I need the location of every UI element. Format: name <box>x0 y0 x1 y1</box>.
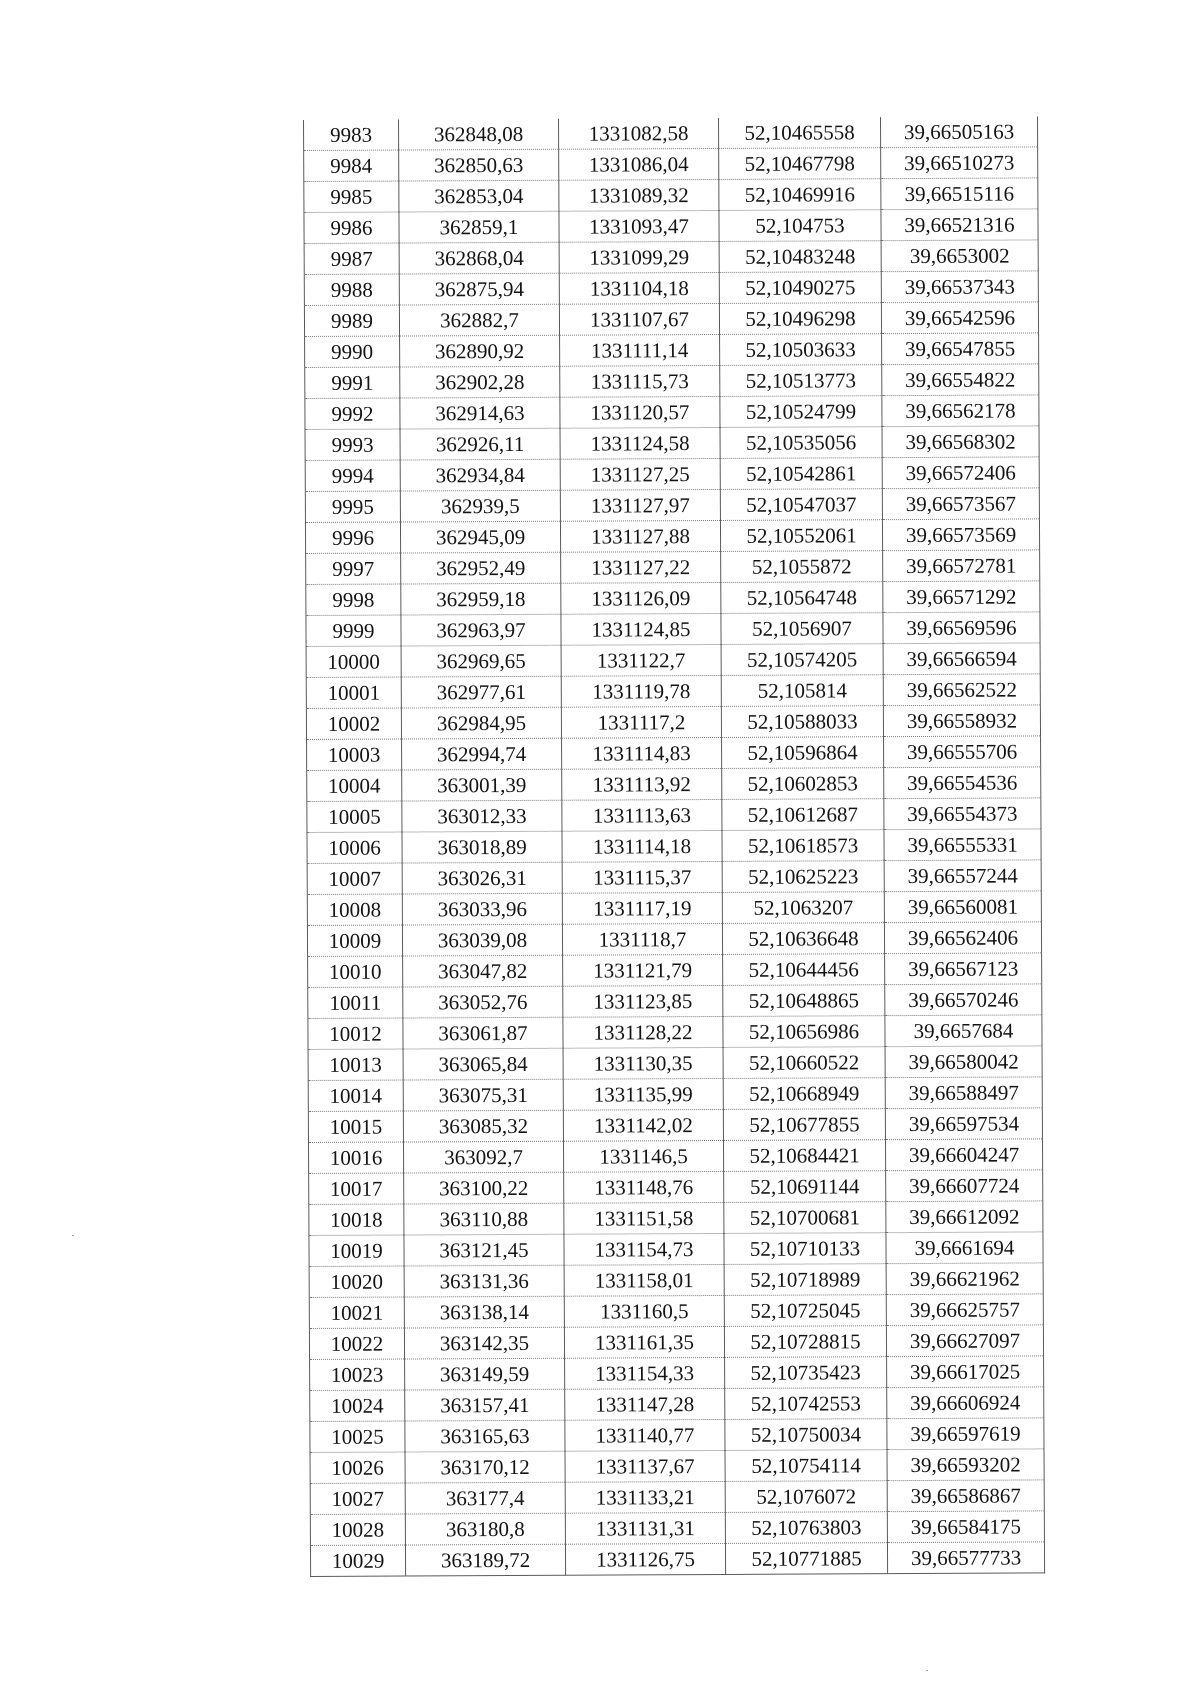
coordinates-table <box>303 116 1045 1577</box>
table-row <box>304 240 1038 275</box>
longitude-cell: 39,66597619 <box>887 1418 1044 1450</box>
longitude-cell: 39,6661694 <box>886 1232 1043 1264</box>
y-coordinate-cell: 1331099,29 <box>559 241 719 273</box>
point-number-cell: 10015 <box>308 1111 403 1142</box>
longitude-cell: 39,66562522 <box>883 674 1040 706</box>
latitude-cell: 52,10588033 <box>721 706 883 738</box>
longitude-cell: 39,66572406 <box>882 457 1039 489</box>
latitude-cell: 52,10483248 <box>719 241 881 273</box>
y-coordinate-cell: 1331124,58 <box>560 427 720 459</box>
point-number-cell: 10021 <box>309 1297 404 1328</box>
x-coordinate-cell: 362926,11 <box>400 428 560 460</box>
y-coordinate-cell: 1331135,99 <box>563 1078 723 1110</box>
longitude-cell: 39,66521316 <box>881 209 1038 241</box>
table-row <box>304 209 1038 244</box>
y-coordinate-cell: 1331104,18 <box>559 272 719 304</box>
latitude-cell: 52,104753 <box>719 210 881 242</box>
point-number-cell: 10009 <box>307 925 402 956</box>
table-row <box>307 798 1041 833</box>
x-coordinate-cell: 363165,63 <box>405 1420 565 1452</box>
latitude-cell: 52,10684421 <box>723 1140 885 1172</box>
latitude-cell: 52,1056907 <box>721 613 883 645</box>
point-number-cell: 9999 <box>306 615 401 646</box>
latitude-cell: 52,10602853 <box>722 768 884 800</box>
latitude-cell: 52,10618573 <box>722 830 884 862</box>
longitude-cell: 39,66617025 <box>887 1356 1044 1388</box>
x-coordinate-cell: 363142,35 <box>404 1327 564 1359</box>
latitude-cell: 52,1063207 <box>722 892 884 924</box>
y-coordinate-cell: 1331148,76 <box>564 1171 724 1203</box>
y-coordinate-cell: 1331113,63 <box>562 799 722 831</box>
longitude-cell: 39,66569596 <box>883 612 1040 644</box>
point-number-cell: 10026 <box>310 1452 405 1483</box>
longitude-cell: 39,66568302 <box>882 426 1039 458</box>
y-coordinate-cell: 1331147,28 <box>565 1388 725 1420</box>
table-row <box>304 147 1038 182</box>
latitude-cell: 52,10691144 <box>724 1171 886 1203</box>
x-coordinate-cell: 363110,88 <box>404 1203 564 1235</box>
y-coordinate-cell: 1331140,77 <box>565 1419 725 1451</box>
longitude-cell: 39,66562178 <box>882 395 1039 427</box>
point-number-cell: 10013 <box>308 1049 403 1080</box>
latitude-cell: 52,105814 <box>721 675 883 707</box>
y-coordinate-cell: 1331118,7 <box>562 923 722 955</box>
x-coordinate-cell: 362963,97 <box>401 614 561 646</box>
point-number-cell: 10018 <box>309 1204 404 1235</box>
longitude-cell: 39,66547855 <box>882 333 1039 365</box>
table-row <box>310 1356 1044 1391</box>
latitude-cell: 52,10636648 <box>722 923 884 955</box>
point-number-cell: 10017 <box>309 1173 404 1204</box>
longitude-cell: 39,66537343 <box>881 271 1038 303</box>
longitude-cell: 39,66627097 <box>886 1325 1043 1357</box>
longitude-cell: 39,66584175 <box>887 1511 1044 1543</box>
x-coordinate-cell: 362890,92 <box>400 335 560 367</box>
point-number-cell: 9984 <box>304 150 399 181</box>
x-coordinate-cell: 363039,08 <box>402 924 562 956</box>
x-coordinate-cell: 362994,74 <box>402 738 562 770</box>
latitude-cell: 52,10564748 <box>721 582 883 614</box>
point-number-cell: 9995 <box>305 491 400 522</box>
y-coordinate-cell: 1331126,75 <box>565 1543 725 1575</box>
longitude-cell: 39,66580042 <box>885 1046 1042 1078</box>
latitude-cell: 52,10469916 <box>719 179 881 211</box>
latitude-cell: 52,10513773 <box>720 365 882 397</box>
latitude-cell: 52,10735423 <box>725 1357 887 1389</box>
longitude-cell: 39,6653002 <box>881 240 1038 272</box>
longitude-cell: 39,66542596 <box>881 302 1038 334</box>
table-row <box>304 178 1038 213</box>
x-coordinate-cell: 363121,45 <box>404 1234 564 1266</box>
point-number-cell: 10008 <box>307 894 402 925</box>
table-row <box>306 705 1040 740</box>
y-coordinate-cell: 1331121,79 <box>563 954 723 986</box>
latitude-cell: 52,10648865 <box>723 985 885 1017</box>
scan-speck <box>72 1235 74 1236</box>
y-coordinate-cell: 1331115,73 <box>560 365 720 397</box>
point-number-cell: 9991 <box>305 367 400 398</box>
table-row <box>309 1232 1043 1267</box>
x-coordinate-cell: 363012,33 <box>402 800 562 832</box>
latitude-cell: 52,10710133 <box>724 1233 886 1265</box>
x-coordinate-cell: 362945,09 <box>400 521 560 553</box>
y-coordinate-cell: 1331146,5 <box>563 1140 723 1172</box>
x-coordinate-cell: 362914,63 <box>400 397 560 429</box>
x-coordinate-cell: 362882,7 <box>399 304 559 336</box>
latitude-cell: 52,10524799 <box>720 396 882 428</box>
longitude-cell: 39,66604247 <box>885 1139 1042 1171</box>
y-coordinate-cell: 1331089,32 <box>559 179 719 211</box>
y-coordinate-cell: 1331117,19 <box>562 892 722 924</box>
point-number-cell: 9985 <box>304 181 399 212</box>
longitude-cell: 39,66562406 <box>884 922 1041 954</box>
point-number-cell: 10002 <box>306 708 401 739</box>
latitude-cell: 52,10656986 <box>723 1016 885 1048</box>
longitude-cell: 39,66567123 <box>885 953 1042 985</box>
y-coordinate-cell: 1331120,57 <box>560 396 720 428</box>
y-coordinate-cell: 1331107,67 <box>559 303 719 335</box>
longitude-cell: 39,66621962 <box>886 1263 1043 1295</box>
y-coordinate-cell: 1331114,83 <box>562 737 722 769</box>
y-coordinate-cell: 1331093,47 <box>559 210 719 242</box>
table-row <box>305 395 1039 430</box>
y-coordinate-cell: 1331117,2 <box>561 706 721 738</box>
longitude-cell: 39,66505163 <box>880 116 1037 147</box>
latitude-cell: 52,10771885 <box>725 1543 887 1575</box>
longitude-cell: 39,66515116 <box>881 178 1038 210</box>
x-coordinate-cell: 362902,28 <box>400 366 560 398</box>
point-number-cell: 9996 <box>305 522 400 553</box>
latitude-cell: 52,10700681 <box>724 1202 886 1234</box>
latitude-cell: 52,10552061 <box>720 520 882 552</box>
table-row <box>308 984 1042 1019</box>
y-coordinate-cell: 1331115,37 <box>562 861 722 893</box>
y-coordinate-cell: 1331122,7 <box>561 644 721 676</box>
latitude-cell: 52,10677855 <box>723 1109 885 1141</box>
table-row <box>304 116 1038 150</box>
table-row <box>309 1170 1043 1205</box>
point-number-cell: 10006 <box>307 832 402 863</box>
latitude-cell: 52,10574205 <box>721 644 883 676</box>
table-row <box>309 1294 1043 1329</box>
table-row <box>305 426 1039 461</box>
x-coordinate-cell: 362859,1 <box>399 211 559 243</box>
table-row <box>308 953 1042 988</box>
longitude-cell: 39,66612092 <box>886 1201 1043 1233</box>
latitude-cell: 52,10668949 <box>723 1078 885 1110</box>
longitude-cell: 39,66554373 <box>884 798 1041 830</box>
x-coordinate-cell: 362959,18 <box>401 583 561 615</box>
y-coordinate-cell: 1331127,22 <box>561 551 721 583</box>
longitude-cell: 39,66573567 <box>882 488 1039 520</box>
point-number-cell: 10016 <box>308 1142 403 1173</box>
latitude-cell: 52,10503633 <box>720 334 882 366</box>
x-coordinate-cell: 362939,5 <box>400 490 560 522</box>
x-coordinate-cell: 363018,89 <box>402 831 562 863</box>
table-row <box>309 1263 1043 1298</box>
point-number-cell: 9990 <box>305 336 400 367</box>
x-coordinate-cell: 363100,22 <box>404 1172 564 1204</box>
latitude-cell: 52,10547037 <box>720 489 882 521</box>
point-number-cell: 9998 <box>306 584 401 615</box>
longitude-cell: 39,66607724 <box>886 1170 1043 1202</box>
table-row <box>307 891 1041 926</box>
table-row <box>310 1542 1044 1577</box>
point-number-cell: 9997 <box>306 553 401 584</box>
x-coordinate-cell: 363092,7 <box>403 1141 563 1173</box>
table-row <box>309 1325 1043 1360</box>
longitude-cell: 39,66555331 <box>884 829 1041 861</box>
x-coordinate-cell: 363177,4 <box>405 1482 565 1514</box>
longitude-cell: 39,66566594 <box>883 643 1040 675</box>
longitude-cell: 39,66593202 <box>887 1449 1044 1481</box>
x-coordinate-cell: 363170,12 <box>405 1451 565 1483</box>
table-row <box>308 1108 1042 1143</box>
y-coordinate-cell: 1331154,73 <box>564 1233 724 1265</box>
table-row <box>307 736 1041 771</box>
point-number-cell: 10012 <box>308 1018 403 1049</box>
table-row <box>307 860 1041 895</box>
x-coordinate-cell: 363157,41 <box>405 1389 565 1421</box>
point-number-cell: 10011 <box>308 987 403 1018</box>
point-number-cell: 10027 <box>310 1483 405 1514</box>
latitude-cell: 52,10542861 <box>720 458 882 490</box>
latitude-cell: 52,10754114 <box>725 1450 887 1482</box>
latitude-cell: 52,10612687 <box>722 799 884 831</box>
latitude-cell: 52,10496298 <box>719 303 881 335</box>
y-coordinate-cell: 1331161,35 <box>564 1326 724 1358</box>
longitude-cell: 39,66555706 <box>884 736 1041 768</box>
longitude-cell: 39,66510273 <box>881 147 1038 179</box>
x-coordinate-cell: 363085,32 <box>403 1110 563 1142</box>
latitude-cell: 52,1076072 <box>725 1481 887 1513</box>
y-coordinate-cell: 1331160,5 <box>564 1295 724 1327</box>
x-coordinate-cell: 363061,87 <box>403 1017 563 1049</box>
longitude-cell: 39,66572781 <box>883 550 1040 582</box>
longitude-cell: 39,66554536 <box>884 767 1041 799</box>
y-coordinate-cell: 1331123,85 <box>563 985 723 1017</box>
y-coordinate-cell: 1331127,88 <box>560 520 720 552</box>
y-coordinate-cell: 1331142,02 <box>563 1109 723 1141</box>
point-number-cell: 10020 <box>309 1266 404 1297</box>
point-number-cell: 10024 <box>310 1390 405 1421</box>
y-coordinate-cell: 1331082,58 <box>558 118 718 149</box>
y-coordinate-cell: 1331158,01 <box>564 1264 724 1296</box>
x-coordinate-cell: 363065,84 <box>403 1048 563 1080</box>
latitude-cell: 52,1055872 <box>721 551 883 583</box>
point-number-cell: 9994 <box>305 460 400 491</box>
x-coordinate-cell: 362984,95 <box>401 707 561 739</box>
longitude-cell: 39,66586867 <box>887 1480 1044 1512</box>
x-coordinate-cell: 363026,31 <box>402 862 562 894</box>
latitude-cell: 52,10725045 <box>724 1295 886 1327</box>
table-row <box>310 1480 1044 1515</box>
table-row <box>308 1046 1042 1081</box>
y-coordinate-cell: 1331154,33 <box>565 1357 725 1389</box>
table-row <box>306 612 1040 647</box>
y-coordinate-cell: 1331114,18 <box>562 830 722 862</box>
y-coordinate-cell: 1331151,58 <box>564 1202 724 1234</box>
latitude-cell: 52,10728815 <box>724 1326 886 1358</box>
longitude-cell: 39,66606924 <box>887 1387 1044 1419</box>
point-number-cell: 10000 <box>306 646 401 677</box>
latitude-cell: 52,10490275 <box>719 272 881 304</box>
point-number-cell: 10003 <box>307 739 402 770</box>
latitude-cell: 52,10467798 <box>719 148 881 180</box>
longitude-cell: 39,66570246 <box>885 984 1042 1016</box>
x-coordinate-cell: 363001,39 <box>402 769 562 801</box>
point-number-cell: 10010 <box>308 956 403 987</box>
x-coordinate-cell: 362934,84 <box>400 459 560 491</box>
longitude-cell: 39,66554822 <box>882 364 1039 396</box>
latitude-cell: 52,10660522 <box>723 1047 885 1079</box>
latitude-cell: 52,10763803 <box>725 1512 887 1544</box>
point-number-cell: 9989 <box>304 305 399 336</box>
y-coordinate-cell: 1331137,67 <box>565 1450 725 1482</box>
x-coordinate-cell: 362850,63 <box>399 149 559 181</box>
y-coordinate-cell: 1331126,09 <box>561 582 721 614</box>
x-coordinate-cell: 363131,36 <box>404 1265 564 1297</box>
longitude-cell: 39,66625757 <box>886 1294 1043 1326</box>
table-row <box>309 1201 1043 1236</box>
x-coordinate-cell: 363138,14 <box>404 1296 564 1328</box>
longitude-cell: 39,66571292 <box>883 581 1040 613</box>
table-row <box>305 519 1039 554</box>
longitude-cell: 39,66573569 <box>882 519 1039 551</box>
coordinates-table-body <box>304 116 1045 1576</box>
x-coordinate-cell: 362848,08 <box>398 119 558 150</box>
latitude-cell: 52,10750034 <box>725 1419 887 1451</box>
table-row <box>307 767 1041 802</box>
y-coordinate-cell: 1331127,97 <box>560 489 720 521</box>
table-row <box>307 922 1041 957</box>
table-row <box>306 581 1040 616</box>
table-row <box>306 643 1040 678</box>
latitude-cell: 52,10596864 <box>722 737 884 769</box>
y-coordinate-cell: 1331127,25 <box>560 458 720 490</box>
x-coordinate-cell: 362969,65 <box>401 645 561 677</box>
table-row <box>305 333 1039 368</box>
x-coordinate-cell: 362875,94 <box>399 273 559 305</box>
y-coordinate-cell: 1331133,21 <box>565 1481 725 1513</box>
x-coordinate-cell: 362853,04 <box>399 180 559 212</box>
longitude-cell: 39,66597534 <box>885 1108 1042 1140</box>
table-row <box>305 457 1039 492</box>
longitude-cell: 39,66557244 <box>884 860 1041 892</box>
longitude-cell: 39,66560081 <box>884 891 1041 923</box>
table-row <box>310 1449 1044 1484</box>
x-coordinate-cell: 363149,59 <box>405 1358 565 1390</box>
table-row <box>304 271 1038 306</box>
table-row <box>308 1015 1042 1050</box>
table-row <box>306 550 1040 585</box>
point-number-cell: 10005 <box>307 801 402 832</box>
table-row <box>305 488 1039 523</box>
y-coordinate-cell: 1331086,04 <box>559 148 719 180</box>
point-number-cell: 10001 <box>306 677 401 708</box>
longitude-cell: 39,66558932 <box>883 705 1040 737</box>
y-coordinate-cell: 1331124,85 <box>561 613 721 645</box>
table-row <box>310 1418 1044 1453</box>
point-number-cell: 10022 <box>309 1328 404 1359</box>
point-number-cell: 9992 <box>305 398 400 429</box>
latitude-cell: 52,10625223 <box>722 861 884 893</box>
x-coordinate-cell: 363052,76 <box>403 986 563 1018</box>
y-coordinate-cell: 1331131,31 <box>565 1512 725 1544</box>
latitude-cell: 52,10644456 <box>723 954 885 986</box>
x-coordinate-cell: 362977,61 <box>401 676 561 708</box>
x-coordinate-cell: 363075,31 <box>403 1079 563 1111</box>
table-row <box>308 1139 1042 1174</box>
longitude-cell: 39,66588497 <box>885 1077 1042 1109</box>
scan-speck <box>926 1670 928 1671</box>
table-row <box>310 1387 1044 1422</box>
point-number-cell: 9987 <box>304 243 399 274</box>
point-number-cell: 9993 <box>305 429 400 460</box>
table-row <box>304 302 1038 337</box>
point-number-cell: 9986 <box>304 212 399 243</box>
point-number-cell: 10028 <box>310 1514 405 1545</box>
table-row <box>308 1077 1042 1112</box>
y-coordinate-cell: 1331128,22 <box>563 1016 723 1048</box>
y-coordinate-cell: 1331130,35 <box>563 1047 723 1079</box>
x-coordinate-cell: 362868,04 <box>399 242 559 274</box>
table-row <box>307 829 1041 864</box>
point-number-cell: 10023 <box>310 1359 405 1390</box>
point-number-cell: 10007 <box>307 863 402 894</box>
x-coordinate-cell: 363047,82 <box>403 955 563 987</box>
latitude-cell: 52,10718989 <box>724 1264 886 1296</box>
y-coordinate-cell: 1331119,78 <box>561 675 721 707</box>
x-coordinate-cell: 363189,72 <box>405 1544 565 1576</box>
point-number-cell: 9988 <box>304 274 399 305</box>
latitude-cell: 52,10742553 <box>725 1388 887 1420</box>
point-number-cell: 10004 <box>307 770 402 801</box>
table-row <box>310 1511 1044 1546</box>
longitude-cell: 39,6657684 <box>885 1015 1042 1047</box>
x-coordinate-cell: 363033,96 <box>402 893 562 925</box>
latitude-cell: 52,10535056 <box>720 427 882 459</box>
table-row <box>306 674 1040 709</box>
point-number-cell: 10029 <box>310 1545 405 1576</box>
point-number-cell: 10014 <box>308 1080 403 1111</box>
longitude-cell: 39,66577733 <box>887 1542 1044 1574</box>
point-number-cell: 9983 <box>304 120 399 151</box>
x-coordinate-cell: 363180,8 <box>405 1513 565 1545</box>
point-number-cell: 10025 <box>310 1421 405 1452</box>
table-row <box>305 364 1039 399</box>
y-coordinate-cell: 1331111,14 <box>560 334 720 366</box>
y-coordinate-cell: 1331113,92 <box>562 768 722 800</box>
x-coordinate-cell: 362952,49 <box>401 552 561 584</box>
point-number-cell: 10019 <box>309 1235 404 1266</box>
latitude-cell: 52,10465558 <box>718 117 880 148</box>
